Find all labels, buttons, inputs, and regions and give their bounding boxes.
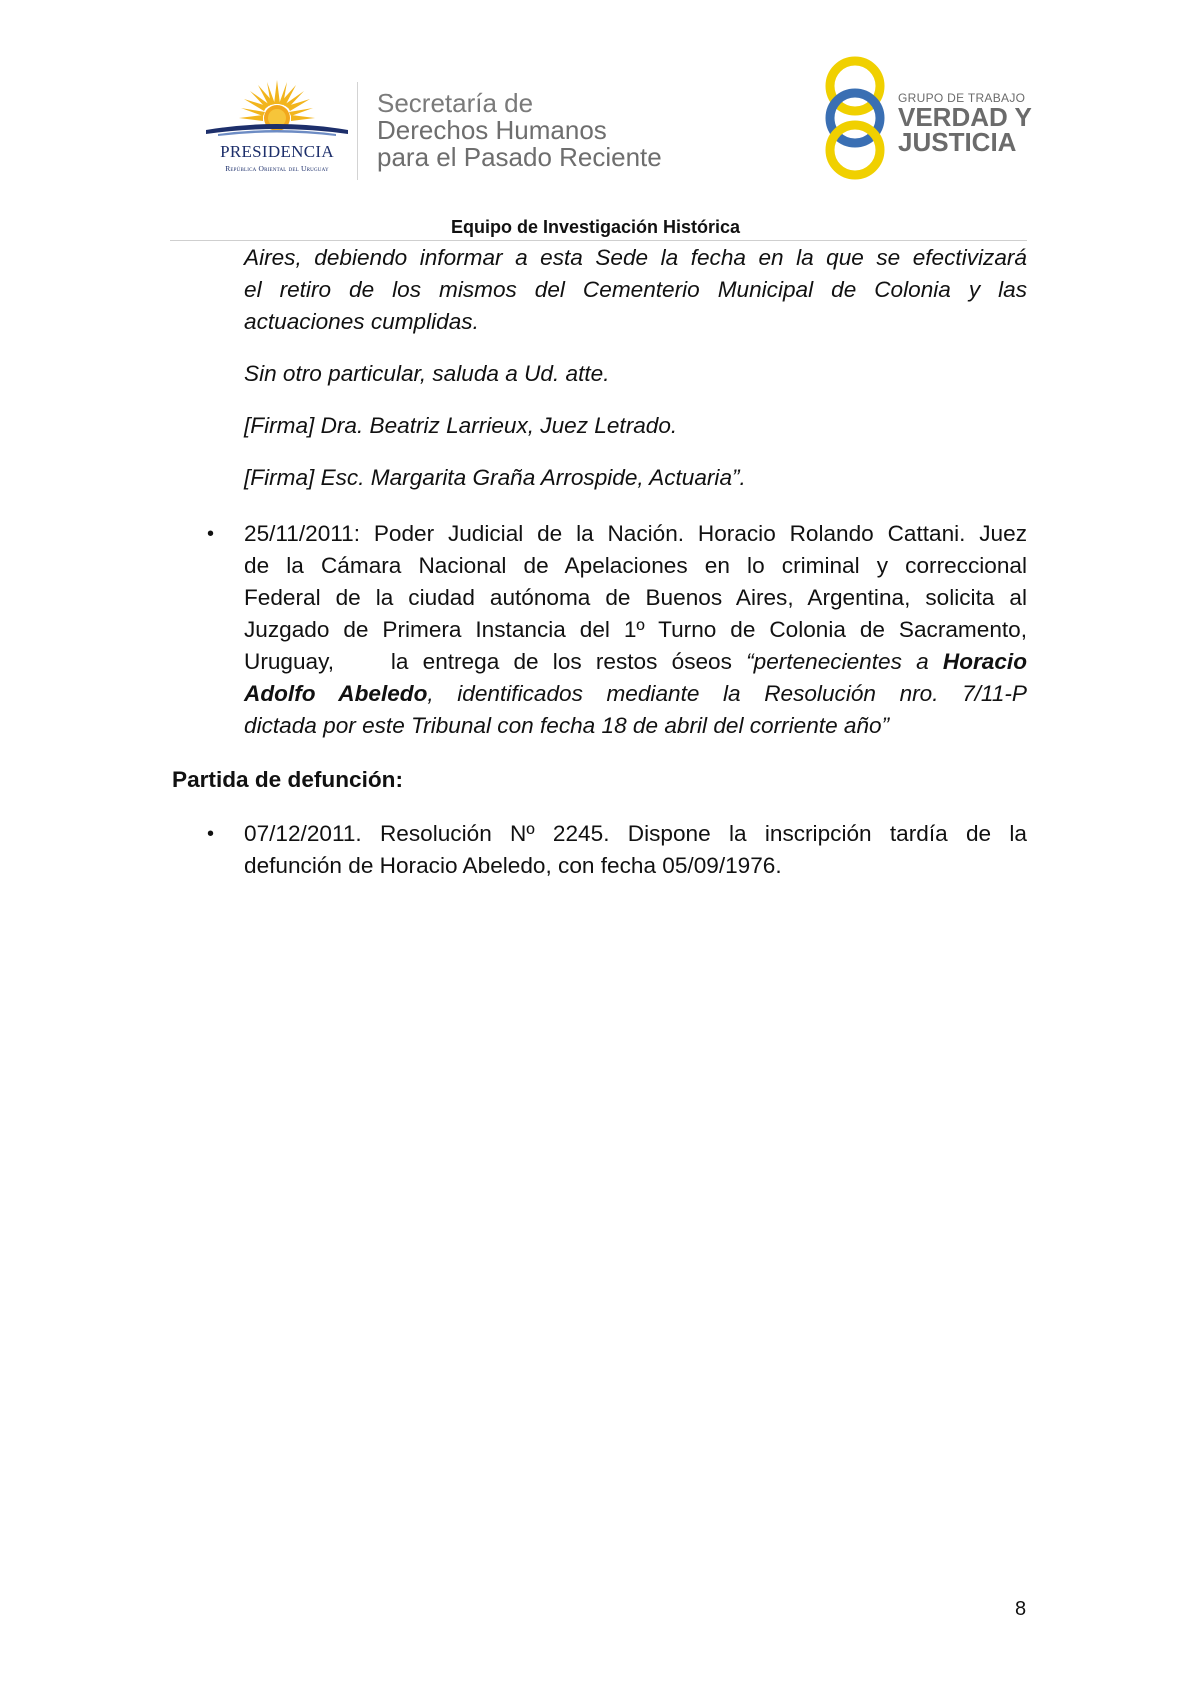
item1-line-5-name: Horacio xyxy=(942,649,1027,674)
secretaria-title xyxy=(377,90,662,171)
item1-line-5-quote: “pertenecientes a xyxy=(746,649,943,674)
item2-line-1: 07/12/2011. Resolución Nº 2245. Dispone la inscripción tardía de la xyxy=(244,821,1027,846)
signature-judge: [Firma] Dra. Beatriz Larrieux, Juez Letrado. xyxy=(244,413,678,438)
item1-line-3: Federal de la ciudad autónoma de Buenos Aires, Argentina, solicita al xyxy=(244,585,1027,610)
quote-line-3: actuaciones cumplidas. xyxy=(244,309,479,334)
section-heading: Partida de defunción: xyxy=(172,767,403,792)
item1-line-2: de la Cámara Nacional de Apelaciones en lo criminal y correccional xyxy=(244,553,1027,578)
item1-line-7: dictada por este Tribunal con fecha 18 de abril del corriente año” xyxy=(244,713,890,738)
page-header xyxy=(0,0,1191,240)
presidencia-name: PRESIDENCIA xyxy=(220,142,334,161)
page-number: 8 xyxy=(1015,1598,1027,1620)
item1-line-1: 25/11/2011: Poder Judicial de la Nación. Horacio Rolando Cattani. Juez xyxy=(244,521,1027,546)
secretaria-line-1: Secretaría de xyxy=(377,88,534,118)
item1-line-6 xyxy=(244,678,1027,710)
quote-line-2: el retiro de los mismos del Cementerio Municipal de Colonia y las xyxy=(244,277,1027,302)
grupo-trabajo-logo xyxy=(822,56,1032,181)
bullet-2: • xyxy=(207,823,215,845)
team-title: Equipo de Investigación Histórica xyxy=(450,217,741,237)
linked-rings-icon xyxy=(822,56,892,181)
header-rule xyxy=(170,240,1027,241)
item1-line-6-name: Adolfo Abeledo xyxy=(244,681,428,706)
item1-line-5-plain: Uruguay, la entrega de los restos óseos xyxy=(244,649,747,674)
logo-divider xyxy=(357,82,358,180)
item1-line-4: Juzgado de Primera Instancia del 1º Turno de Colonia de Sacramento, xyxy=(244,617,1027,642)
bullet-1: • xyxy=(207,523,215,545)
grupo-small-title: GRUPO DE TRABAJO xyxy=(898,91,1026,105)
presidencia-logo xyxy=(198,78,356,178)
item1-line-5 xyxy=(244,646,1027,678)
grupo-title-line-1: VERDAD Y xyxy=(898,102,1032,132)
quote-line-1: Aires, debiendo informar a esta Sede la fecha en la que se efectivizará xyxy=(244,245,1027,270)
item2-line-2: defunción de Horacio Abeledo, con fecha 05/09/1976. xyxy=(244,853,782,878)
secretaria-line-2: Derechos Humanos xyxy=(377,115,607,145)
signature-actuaria: [Firma] Esc. Margarita Graña Arrospide, Actuaria”. xyxy=(244,465,746,490)
presidencia-subtitle: República Oriental del Uruguay xyxy=(225,164,329,173)
grupo-title-line-2: JUSTICIA xyxy=(898,127,1017,157)
secretaria-line-3: para el Pasado Reciente xyxy=(377,142,662,172)
quote-closing: Sin otro particular, saluda a Ud. atte. xyxy=(244,361,610,386)
sun-emblem-icon xyxy=(198,78,356,144)
item1-line-6-quote: , identificados mediante la Resolución nro. 7/11-P xyxy=(427,681,1027,706)
